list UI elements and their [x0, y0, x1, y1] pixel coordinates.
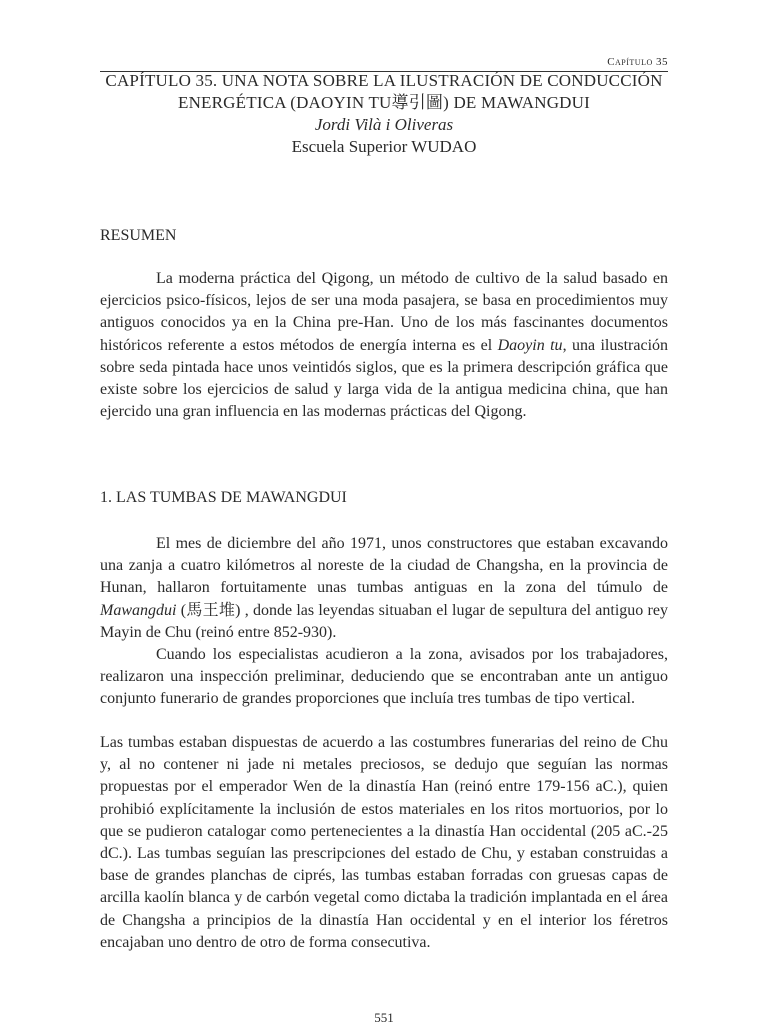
abstract-text-start: La moderna práctica del Qigong, un método de cultivo de la salud basado en ejercicios psico-físicos, lejos de ser una moda pasajera, se basa en procedimientos muy antiguos conocidos ya en la China pre-Han. Uno de los más fascinantes documentos históricos referente a estos métodos de energía interna es el	[100, 270, 668, 354]
abstract-text-end: , una ilustración sobre seda pintada hace unos veintidós siglos, que es la primera descripción gráfica que existe sobre los ejercicios de salud y larga vida de la antigua medicina china, que han ejercido una gran influencia en las modernas prácticas del Qigong.	[100, 336, 669, 421]
title-block	[100, 70, 668, 158]
section-1-paragraph-3: Las tumbas estaban dispuestas de acuerdo a las costumbres funerarias del reino de Chu y, al no contener ni jade ni metales preciosos, se dedujo que seguían las normas propuestas por el emperador Wen de la dinastía Han (reinó entre 179-156 aC.), quien prohibió explícitamente la inclusión de estos materiales en los ritos mortuorios, por lo que se pudieron catalogar como pertenecientes a la dinastía Han occidental (205 aC.-25 dC.). Las tumbas seguían las prescripciones del estado de Chu, y estaban construidas a base de grandes planchas de ciprés, las tumbas estaban forradas con gruesas capas de arcilla kaolín blanca y de carbón vegetal como dictaba la tradición implantada en el área de Changsha a principios de la dinastía Han occidental y en el interior los féretros encajaban uno dentro de otro de forma consecutiva.	[100, 734, 668, 951]
abstract-italic-term: Daoyin tu	[497, 336, 563, 354]
author-name: Jordi Vilà i Oliveras	[314, 115, 454, 134]
chapter-title: CAPÍTULO 35. UNA NOTA SOBRE LA ILUSTRACIÓN DE CONDUCCIÓN ENERGÉTICA (DAOYIN TU導引圖) DE MAWANGDUI	[105, 71, 663, 112]
paragraph-1-text-end: (馬王堆) , donde las leyendas situaban el lugar de sepultura del antiguo rey Mayin de Chu (reinó entre 852-930).	[100, 601, 668, 641]
abstract-heading: RESUMEN	[100, 227, 177, 244]
abstract-paragraph	[100, 268, 668, 423]
paragraph-1-text-start: El mes de diciembre del año 1971, unos constructores que estaban excavando una zanja a cuatro kilómetros al noreste de la ciudad de Changsha, en la provincia de Hunan, hallaron fortuitamente unas tumbas antiguas en la zona del túmulo de	[100, 535, 668, 597]
section-1-paragraph-2: Cuando los especialistas acudieron a la zona, avisados por los trabajadores, realizaron una inspección preliminar, deduciendo que se encontraban ante un antiguo conjunto funerario de grandes proporciones que incluía tres tumbas de tipo vertical.	[100, 646, 668, 708]
running-head: Capítulo 35	[607, 56, 668, 68]
author-affiliation: Escuela Superior WUDAO	[291, 137, 477, 156]
section-1-heading: 1. LAS TUMBAS DE MAWANGDUI	[100, 489, 347, 506]
section-1-paragraph-1	[100, 533, 668, 644]
paragraph-1-italic-term: Mawangdui	[100, 601, 177, 619]
page-number: 551	[374, 1010, 394, 1025]
